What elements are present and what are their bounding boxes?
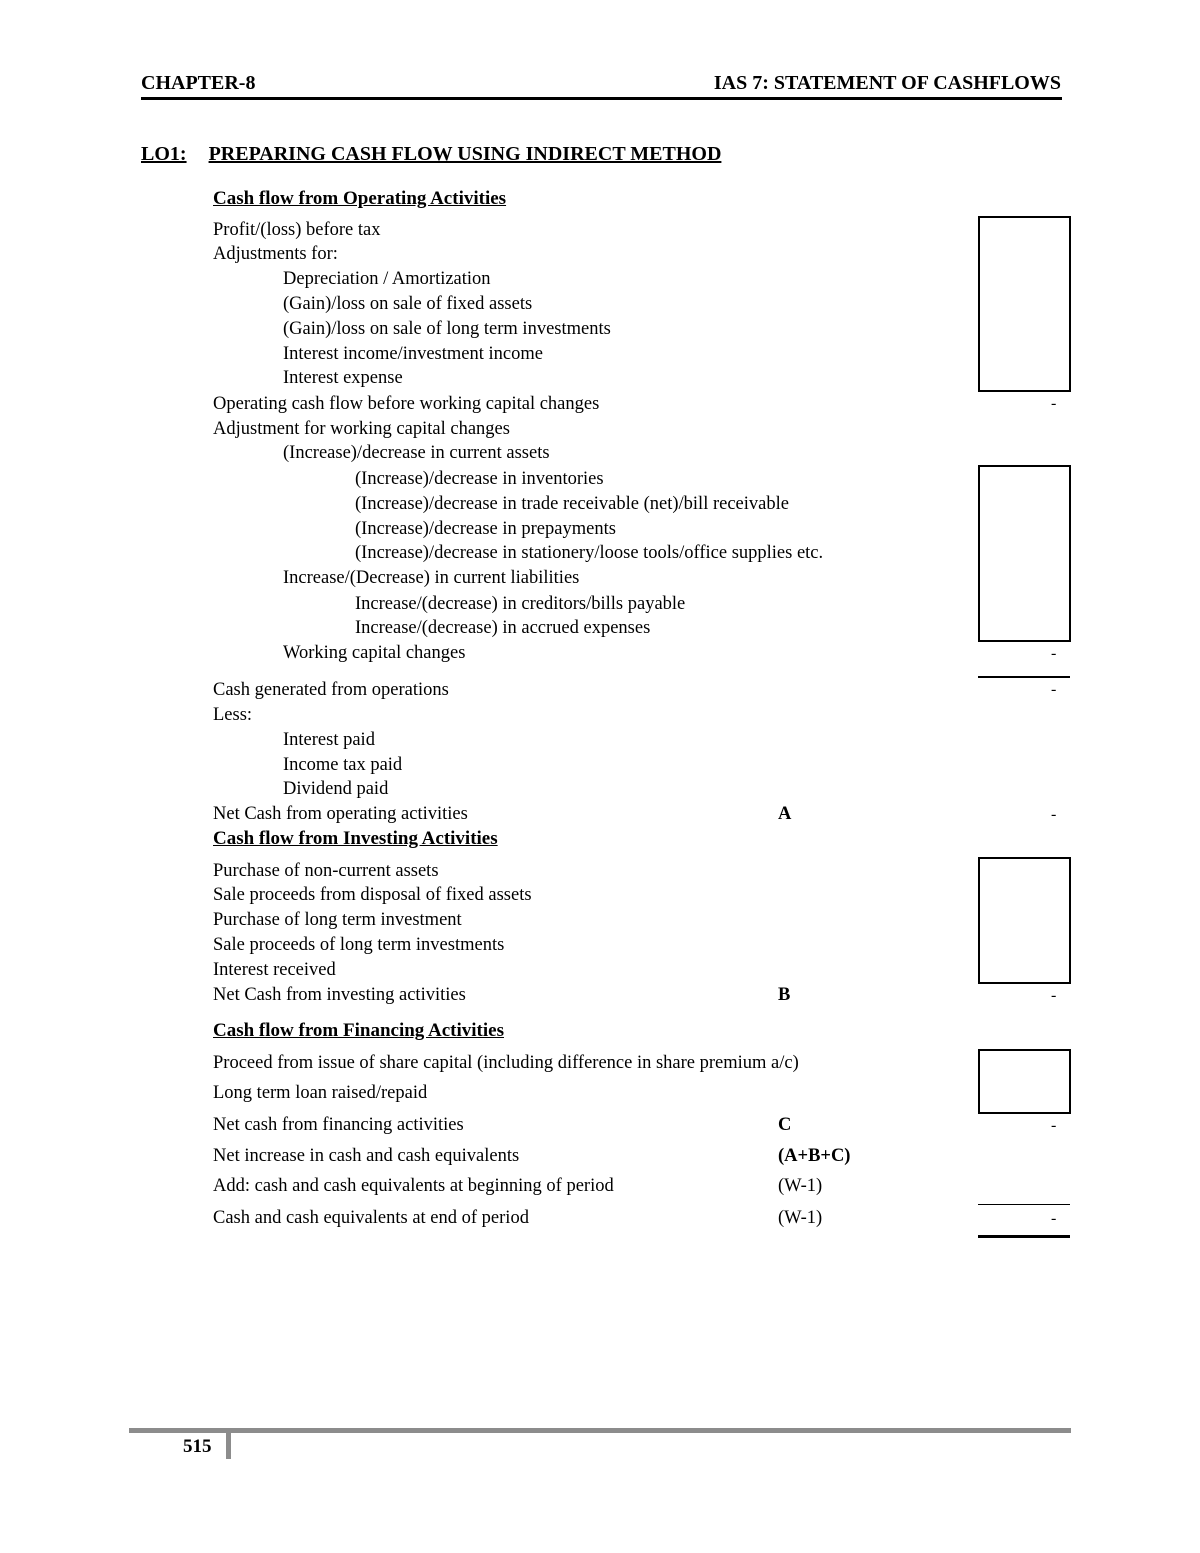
current-asset-item: (Increase)/decrease in trade receivable (net)/bill receivable <box>355 494 789 514</box>
total-rule <box>978 1204 1070 1205</box>
lo-title: PREPARING CASH FLOW USING INDIRECT METHOD <box>208 143 722 165</box>
less-label: Less: <box>213 705 253 725</box>
less-item: Income tax paid <box>283 755 403 775</box>
net-financing-label: Net cash from financing activities <box>213 1115 464 1135</box>
net-increase-label: Net increase in cash and cash equivalents <box>213 1146 520 1166</box>
investing-item: Sale proceeds of long term investments <box>213 935 505 955</box>
end-balance-ref: (W-1) <box>778 1208 823 1228</box>
investing-item: Purchase of long term investment <box>213 910 462 930</box>
less-item: Interest paid <box>283 730 375 750</box>
header-divider <box>141 97 1062 100</box>
chapter-topic: IAS 7: STATEMENT OF CASHFLOWS <box>713 72 1061 94</box>
amount-placeholder: - <box>1051 1210 1057 1227</box>
working-capital-changes-label: Working capital changes <box>283 643 466 663</box>
current-liability-item: Increase/(decrease) in creditors/bills payable <box>355 594 686 614</box>
current-liability-item: Increase/(decrease) in accrued expenses <box>355 618 651 638</box>
current-asset-item: (Increase)/decrease in inventories <box>355 469 604 489</box>
financing-box <box>978 1049 1071 1114</box>
investing-box <box>978 857 1071 984</box>
footer-divider <box>129 1428 1071 1433</box>
adjustment-item: (Gain)/loss on sale of fixed assets <box>283 294 533 314</box>
amount-placeholder: - <box>1051 1117 1057 1134</box>
lo-code: LO1: <box>141 143 187 165</box>
adjustments-for-label: Adjustments for: <box>213 244 338 264</box>
current-assets-label: (Increase)/decrease in current assets <box>283 443 550 463</box>
chapter-label: CHAPTER-8 <box>141 72 256 94</box>
amount-placeholder: - <box>1051 681 1057 698</box>
working-capital-heading: Adjustment for working capital changes <box>213 419 510 439</box>
working-capital-box <box>978 465 1071 642</box>
page-number: 515 <box>183 1436 212 1457</box>
subtotal-rule <box>978 676 1070 678</box>
amount-placeholder: - <box>1051 395 1057 412</box>
investing-item: Sale proceeds from disposal of fixed assets <box>213 885 532 905</box>
current-asset-item: (Increase)/decrease in stationery/loose tools/office supplies etc. <box>355 543 824 563</box>
current-asset-item: (Increase)/decrease in prepayments <box>355 519 616 539</box>
net-operating-label: Net Cash from operating activities <box>213 804 468 824</box>
net-increase-ref: (A+B+C) <box>778 1146 851 1166</box>
current-liabilities-label: Increase/(Decrease) in current liabilities <box>283 568 580 588</box>
adjustment-item: (Gain)/loss on sale of long term investments <box>283 319 611 339</box>
investing-item: Interest received <box>213 960 336 980</box>
investing-item: Purchase of non-current assets <box>213 861 439 881</box>
beginning-balance-label: Add: cash and cash equivalents at beginning of period <box>213 1176 614 1196</box>
net-financing-ref: C <box>778 1115 792 1135</box>
investing-activities-heading: Cash flow from Investing Activities <box>213 828 498 849</box>
operating-activities-heading: Cash flow from Operating Activities <box>213 188 507 209</box>
end-balance-label: Cash and cash equivalents at end of period <box>213 1208 529 1228</box>
net-investing-ref: B <box>778 985 791 1005</box>
financing-item: Proceed from issue of share capital (including difference in share premium a/c) <box>213 1053 799 1073</box>
before-working-capital-label: Operating cash flow before working capital changes <box>213 394 600 414</box>
profit-before-tax-label: Profit/(loss) before tax <box>213 220 381 240</box>
net-investing-label: Net Cash from investing activities <box>213 985 466 1005</box>
grand-total-rule <box>978 1235 1070 1238</box>
amount-placeholder: - <box>1051 645 1057 662</box>
operating-adjustments-box <box>978 216 1071 392</box>
less-item: Dividend paid <box>283 779 389 799</box>
amount-placeholder: - <box>1051 987 1057 1004</box>
footer-page-bar <box>226 1433 231 1459</box>
beginning-balance-ref: (W-1) <box>778 1176 823 1196</box>
net-operating-ref: A <box>778 804 792 824</box>
cash-generated-label: Cash generated from operations <box>213 680 449 700</box>
learning-objective-heading <box>141 143 721 166</box>
amount-placeholder: - <box>1051 806 1057 823</box>
adjustment-item: Depreciation / Amortization <box>283 269 491 289</box>
adjustment-item: Interest income/investment income <box>283 344 543 364</box>
financing-activities-heading: Cash flow from Financing Activities <box>213 1020 504 1041</box>
adjustment-item: Interest expense <box>283 368 403 388</box>
financing-item: Long term loan raised/repaid <box>213 1083 428 1103</box>
